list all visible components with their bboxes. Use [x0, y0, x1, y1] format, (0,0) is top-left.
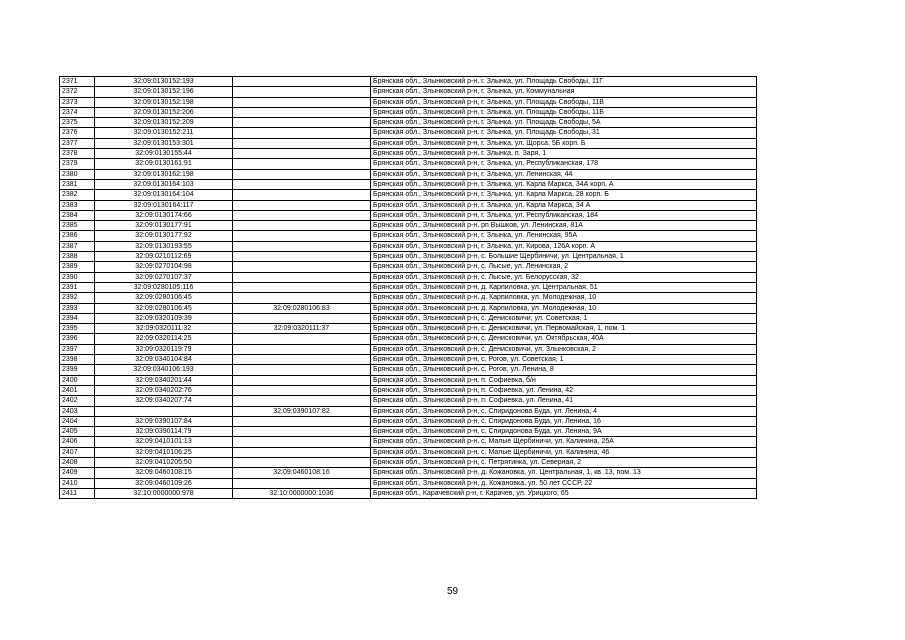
cadastral-number-cell: 32:09:0280106:45	[95, 293, 233, 303]
row-number-cell: 2392	[60, 293, 95, 303]
related-cadastral-number-cell	[233, 385, 371, 395]
cadastral-number-cell: 32:09:0320109:39	[95, 313, 233, 323]
table-row	[60, 190, 757, 200]
related-cadastral-number-cell	[233, 241, 371, 251]
table-row	[60, 427, 757, 437]
row-number-cell: 2382	[60, 190, 95, 200]
cadastral-number-cell: 32:09:0270104:98	[95, 262, 233, 272]
row-number-cell: 2387	[60, 241, 95, 251]
table-row	[60, 324, 757, 334]
table-row	[60, 272, 757, 282]
cadastral-number-cell: 32:09:0270107:37	[95, 272, 233, 282]
cadastral-number-cell: 32:10:0000000:978	[95, 488, 233, 498]
related-cadastral-number-cell: 32:09:0460108:16	[233, 468, 371, 478]
address-cell: Брянская обл., Злынковский р-н, г. Злынка, ул. Площадь Свободы, 11В	[371, 97, 757, 107]
related-cadastral-number-cell	[233, 313, 371, 323]
cadastral-number-cell: 32:09:0320119:79	[95, 344, 233, 354]
cadastral-number-cell: 32:09:0130162:198	[95, 169, 233, 179]
address-cell: Брянская обл., Злынковский р-н, г. Злынка, п. Заря, 1	[371, 149, 757, 159]
row-number-cell: 2396	[60, 334, 95, 344]
related-cadastral-number-cell	[233, 416, 371, 426]
table-row	[60, 282, 757, 292]
table-row	[60, 375, 757, 385]
address-cell: Брянская обл., Злынковский р-н, с. Денисковичи, ул. Советская, 1	[371, 313, 757, 323]
related-cadastral-number-cell	[233, 375, 371, 385]
cadastral-number-cell: 32:09:0340207:74	[95, 396, 233, 406]
related-cadastral-number-cell	[233, 365, 371, 375]
row-number-cell: 2397	[60, 344, 95, 354]
address-cell: Брянская обл., Злынковский р-н, г. Злынка, ул. Щорса, 5Б корп. Б	[371, 138, 757, 148]
table-row	[60, 365, 757, 375]
related-cadastral-number-cell	[233, 437, 371, 447]
cadastral-number-cell: 32:09:0130152:209	[95, 118, 233, 128]
cadastral-number-cell: 32:09:0130174:66	[95, 210, 233, 220]
row-number-cell: 2394	[60, 313, 95, 323]
cadastral-number-cell: 32:09:0130152:193	[95, 77, 233, 87]
cadastral-number-cell: 32:09:0130164:103	[95, 179, 233, 189]
row-number-cell: 2395	[60, 324, 95, 334]
address-cell: Брянская обл., Злынковский р-н, с. Малые Щербиничи, ул. Калинина, 25А	[371, 437, 757, 447]
row-number-cell: 2379	[60, 159, 95, 169]
row-number-cell: 2407	[60, 447, 95, 457]
row-number-cell: 2408	[60, 457, 95, 467]
table-row	[60, 303, 757, 313]
address-cell: Брянская обл., Злынковский р-н, с. Рогов, ул. Ленина, 8	[371, 365, 757, 375]
related-cadastral-number-cell	[233, 149, 371, 159]
table-row	[60, 77, 757, 87]
related-cadastral-number-cell	[233, 107, 371, 117]
row-number-cell: 2409	[60, 468, 95, 478]
cadastral-number-cell: 32:09:0280106:45	[95, 303, 233, 313]
address-cell: Брянская обл., Злынковский р-н, п. Софиевка, б/н	[371, 375, 757, 385]
row-number-cell: 2411	[60, 488, 95, 498]
table-row	[60, 447, 757, 457]
address-cell: Брянская обл., Злынковский р-н, с. Денисковичи, ул. Первомайская, 1, пом. 1	[371, 324, 757, 334]
cadastral-number-cell: 32:09:0340202:76	[95, 385, 233, 395]
related-cadastral-number-cell	[233, 262, 371, 272]
table-row	[60, 200, 757, 210]
row-number-cell: 2389	[60, 262, 95, 272]
row-number-cell: 2380	[60, 169, 95, 179]
address-cell: Брянская обл., Злынковский р-н, г. Злынка, ул. Площадь Свободы, 11Г	[371, 77, 757, 87]
cadastral-number-cell: 32:09:0340201:44	[95, 375, 233, 385]
table-row	[60, 138, 757, 148]
address-cell: Брянская обл., Злынковский р-н, с. Малые Щербиничи, ул. Калинина, 46	[371, 447, 757, 457]
table-row	[60, 221, 757, 231]
table-row	[60, 293, 757, 303]
related-cadastral-number-cell	[233, 179, 371, 189]
address-cell: Брянская обл., Злынковский р-н, с. Денисковичи, ул. Злынковская, 2	[371, 344, 757, 354]
related-cadastral-number-cell	[233, 396, 371, 406]
address-cell: Брянская обл., Злынковский р-н, д. Карпиловка, ул. Молодежная, 10	[371, 303, 757, 313]
cadastral-number-cell: 32:09:0130152:206	[95, 107, 233, 117]
table-row	[60, 128, 757, 138]
table-row	[60, 355, 757, 365]
related-cadastral-number-cell	[233, 478, 371, 488]
table-row	[60, 437, 757, 447]
related-cadastral-number-cell	[233, 221, 371, 231]
row-number-cell: 2398	[60, 355, 95, 365]
row-number-cell: 2383	[60, 200, 95, 210]
related-cadastral-number-cell	[233, 169, 371, 179]
related-cadastral-number-cell	[233, 447, 371, 457]
related-cadastral-number-cell	[233, 282, 371, 292]
related-cadastral-number-cell: 32:09:0390107:82	[233, 406, 371, 416]
address-cell: Брянская обл., Злынковский р-н, с. Спиридонова Буда, ул. Ленина, 16	[371, 416, 757, 426]
table-row	[60, 159, 757, 169]
cadastral-number-cell: 32:09:0390114:79	[95, 427, 233, 437]
row-number-cell: 2381	[60, 179, 95, 189]
cadastral-number-cell: 32:09:0410205:50	[95, 457, 233, 467]
related-cadastral-number-cell	[233, 138, 371, 148]
address-cell: Брянская обл., Злынковский р-н, с. Большие Щербиничи, ул. Центральная, 1	[371, 252, 757, 262]
cadastral-number-cell: 32:09:0340104:84	[95, 355, 233, 365]
row-number-cell: 2390	[60, 272, 95, 282]
row-number-cell: 2388	[60, 252, 95, 262]
page-number: 59	[446, 586, 459, 597]
related-cadastral-number-cell	[233, 334, 371, 344]
row-number-cell: 2385	[60, 221, 95, 231]
address-cell: Брянская обл., Злынковский р-н, с. Лысые, ул. Ленинская, 2	[371, 262, 757, 272]
table-row	[60, 179, 757, 189]
row-number-cell: 2391	[60, 282, 95, 292]
related-cadastral-number-cell	[233, 457, 371, 467]
cadastral-number-cell: 32:09:0130152:196	[95, 87, 233, 97]
address-cell: Брянская обл., Злынковский р-н, с. Лысые, ул. Белорусская, 32	[371, 272, 757, 282]
related-cadastral-number-cell	[233, 231, 371, 241]
related-cadastral-number-cell	[233, 97, 371, 107]
cadastral-number-cell: 32:09:0320114:25	[95, 334, 233, 344]
address-cell: Брянская обл., Злынковский р-н, с. Спиридонова Буда, ул. Ленина, 9А	[371, 427, 757, 437]
address-cell: Брянская обл., Злынковский р-н, г. Злынка, ул. Карла Маркса, 28 корп. Б	[371, 190, 757, 200]
table-row	[60, 107, 757, 117]
cadastral-number-cell: 32:09:0340106:193	[95, 365, 233, 375]
table-row	[60, 149, 757, 159]
row-number-cell: 2374	[60, 107, 95, 117]
row-number-cell: 2384	[60, 210, 95, 220]
table-row	[60, 457, 757, 467]
cadastral-number-cell: 32:09:0130161:91	[95, 159, 233, 169]
registry-rows	[60, 77, 757, 499]
table-row	[60, 241, 757, 251]
table-row	[60, 210, 757, 220]
address-cell: Брянская обл., Злынковский р-н, г. Злынка, ул. Площадь Свободы, 11Б	[371, 107, 757, 117]
table-row	[60, 97, 757, 107]
row-number-cell: 2406	[60, 437, 95, 447]
address-cell: Брянская обл., Злынковский р-н, д. Кожановка, ул. 50 лет СССР, 22	[371, 478, 757, 488]
property-registry-table	[59, 76, 757, 499]
row-number-cell: 2399	[60, 365, 95, 375]
table-row	[60, 118, 757, 128]
address-cell: Брянская обл., Злынковский р-н, д. Карпиловка, ул. Центральная, 51	[371, 282, 757, 292]
cadastral-number-cell: 32:09:0460108:15	[95, 468, 233, 478]
table-row	[60, 478, 757, 488]
address-cell: Брянская обл., Злынковский р-н, г. Злынка, ул. Карла Маркса, 34А корп. А	[371, 179, 757, 189]
address-cell: Брянская обл., Злынковский р-н, г. Злынка, ул. Кирова, 126А корп. А	[371, 241, 757, 251]
table-row	[60, 488, 757, 498]
table-row	[60, 406, 757, 416]
related-cadastral-number-cell	[233, 159, 371, 169]
cadastral-number-cell: 32:09:0210112:69	[95, 252, 233, 262]
table-row	[60, 87, 757, 97]
address-cell: Брянская обл., Злынковский р-н, п. Софиевка, ул. Ленина, 42	[371, 385, 757, 395]
related-cadastral-number-cell	[233, 355, 371, 365]
related-cadastral-number-cell	[233, 190, 371, 200]
cadastral-number-cell: 32:09:0460109:26	[95, 478, 233, 488]
cadastral-number-cell: 32:09:0280105:116	[95, 282, 233, 292]
related-cadastral-number-cell	[233, 427, 371, 437]
cadastral-number-cell: 32:09:0130155:44	[95, 149, 233, 159]
table-row	[60, 334, 757, 344]
cadastral-number-cell: 32:09:0410101:13	[95, 437, 233, 447]
address-cell: Брянская обл., Злынковский р-н, с. Петрятинка, ул. Северная, 2	[371, 457, 757, 467]
row-number-cell: 2405	[60, 427, 95, 437]
row-number-cell: 2393	[60, 303, 95, 313]
related-cadastral-number-cell	[233, 344, 371, 354]
table-row	[60, 385, 757, 395]
related-cadastral-number-cell	[233, 77, 371, 87]
row-number-cell: 2400	[60, 375, 95, 385]
row-number-cell: 2375	[60, 118, 95, 128]
address-cell: Брянская обл., Злынковский р-н, г. Злынка, ул. Площадь Свободы, 31	[371, 128, 757, 138]
related-cadastral-number-cell	[233, 293, 371, 303]
address-cell: Брянская обл., Злынковский р-н, рп Вышков, ул. Ленинская, 81А	[371, 221, 757, 231]
table-row	[60, 231, 757, 241]
related-cadastral-number-cell: 32:09:0320111:37	[233, 324, 371, 334]
address-cell: Брянская обл., Злынковский р-н, г. Злынка, ул. Ленинская, 44	[371, 169, 757, 179]
address-cell: Брянская обл., Злынковский р-н, с. Спиридонова Буда, ул. Ленина, 4	[371, 406, 757, 416]
row-number-cell: 2371	[60, 77, 95, 87]
address-cell: Брянская обл., Злынковский р-н, г. Злынка, ул. Карла Маркса, 34 А	[371, 200, 757, 210]
row-number-cell: 2377	[60, 138, 95, 148]
related-cadastral-number-cell	[233, 200, 371, 210]
related-cadastral-number-cell	[233, 252, 371, 262]
address-cell: Брянская обл., Злынковский р-н, п. Софиевка, ул. Ленина, 41	[371, 396, 757, 406]
row-number-cell: 2410	[60, 478, 95, 488]
related-cadastral-number-cell	[233, 128, 371, 138]
related-cadastral-number-cell: 32:10:0000000:1036	[233, 488, 371, 498]
table-row	[60, 169, 757, 179]
address-cell: Брянская обл., Злынковский р-н, с. Рогов, ул. Советская, 1	[371, 355, 757, 365]
related-cadastral-number-cell	[233, 118, 371, 128]
address-cell: Брянская обл., Злынковский р-н, д. Кожановка, ул. Центральная, 1, кв. 13, пом. 13	[371, 468, 757, 478]
cadastral-number-cell: 32:09:0410106:25	[95, 447, 233, 457]
row-number-cell: 2386	[60, 231, 95, 241]
row-number-cell: 2372	[60, 87, 95, 97]
cadastral-number-cell: 32:09:0390107:84	[95, 416, 233, 426]
table-row	[60, 262, 757, 272]
table-row	[60, 344, 757, 354]
row-number-cell: 2376	[60, 128, 95, 138]
table-row	[60, 396, 757, 406]
row-number-cell: 2373	[60, 97, 95, 107]
cadastral-number-cell: 32:09:0130153:301	[95, 138, 233, 148]
address-cell: Брянская обл., Злынковский р-н, г. Злынка, ул. Республиканская, 178	[371, 159, 757, 169]
row-number-cell: 2404	[60, 416, 95, 426]
cadastral-number-cell: 32:09:0130164:104	[95, 190, 233, 200]
table-row	[60, 416, 757, 426]
row-number-cell: 2401	[60, 385, 95, 395]
related-cadastral-number-cell	[233, 87, 371, 97]
related-cadastral-number-cell	[233, 210, 371, 220]
row-number-cell: 2403	[60, 406, 95, 416]
row-number-cell: 2378	[60, 149, 95, 159]
cadastral-number-cell	[95, 406, 233, 416]
cadastral-number-cell: 32:09:0130177:91	[95, 221, 233, 231]
cadastral-number-cell: 32:09:0130193:55	[95, 241, 233, 251]
address-cell: Брянская обл., Злынковский р-н, г. Злынка, ул. Республиканская, 184	[371, 210, 757, 220]
cadastral-number-cell: 32:09:0130177:92	[95, 231, 233, 241]
address-cell: Брянская обл., Злынковский р-н, г. Злынка, ул. Ленинская, 95А	[371, 231, 757, 241]
cadastral-number-cell: 32:09:0130164:117	[95, 200, 233, 210]
address-cell: Брянская обл., Злынковский р-н, г. Злынка, ул. Площадь Свободы, 5А	[371, 118, 757, 128]
table-row	[60, 468, 757, 478]
address-cell: Брянская обл., Злынковский р-н, г. Злынка, ул. Коммунальная	[371, 87, 757, 97]
cadastral-number-cell: 32:09:0130152:198	[95, 97, 233, 107]
related-cadastral-number-cell	[233, 272, 371, 282]
address-cell: Брянская обл., Злынковский р-н, д. Карпиловка, ул. Молодежная, 10	[371, 293, 757, 303]
row-number-cell: 2402	[60, 396, 95, 406]
table-row	[60, 252, 757, 262]
address-cell: Брянская обл., Злынковский р-н, с. Денисковичи, ул. Октябрьская, 40А	[371, 334, 757, 344]
cadastral-number-cell: 32:09:0130152:211	[95, 128, 233, 138]
related-cadastral-number-cell: 32:09:0280106:83	[233, 303, 371, 313]
address-cell: Брянская обл., Карачевский р-н, г. Карачев, ул. Урицкого, 65	[371, 488, 757, 498]
cadastral-number-cell: 32:09:0320111:32	[95, 324, 233, 334]
table-row	[60, 313, 757, 323]
